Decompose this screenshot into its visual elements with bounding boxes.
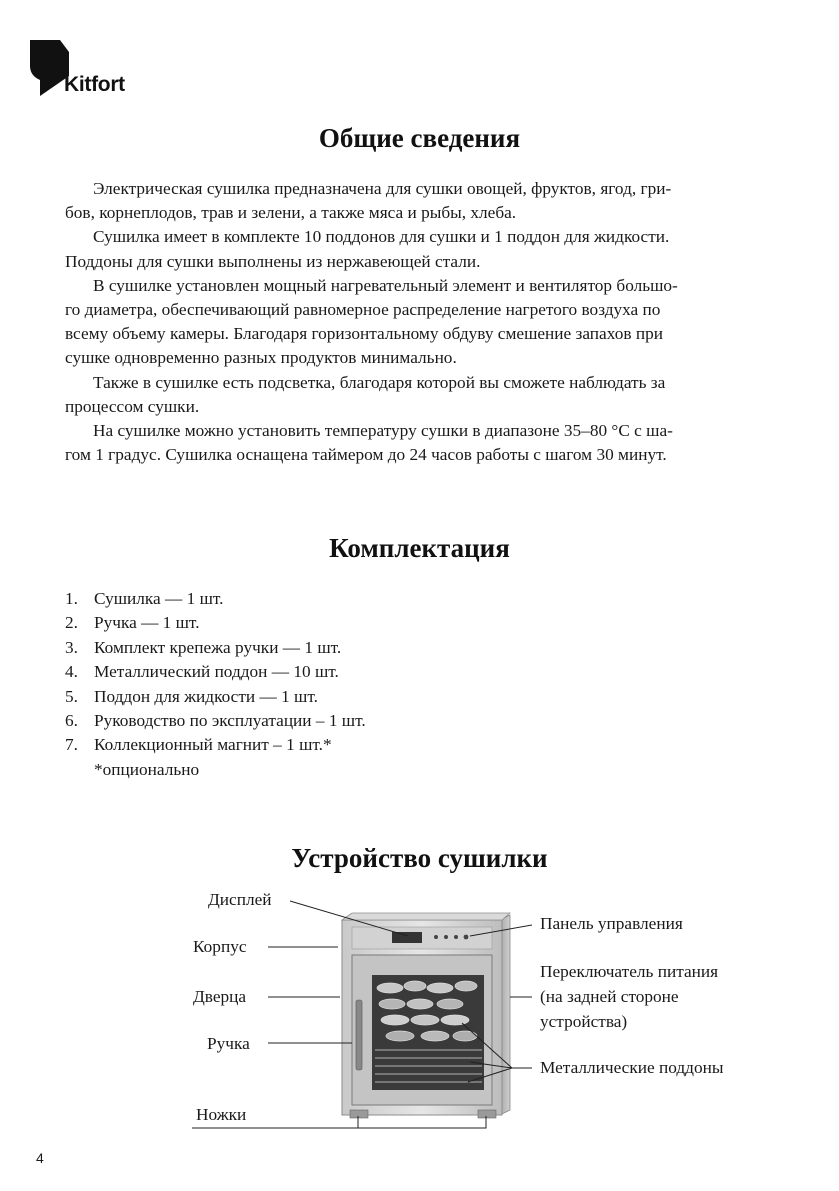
label-control-panel: Панель управления [540, 914, 683, 933]
text-line: гом 1 градус. Сушилка оснащена таймером до 24 часов работы с шагом 30 минут. [65, 445, 667, 465]
text-line: Сушилка имеет в комплекте 10 поддонов для сушки и 1 поддон для жидкости. [93, 227, 670, 247]
label-door: Дверца [193, 987, 247, 1006]
text-line: сушке одновременно разных продуктов минимально. [65, 348, 457, 368]
list-item: 7. Коллекционный магнит – 1 шт.* [65, 735, 332, 755]
text-line: Электрическая сушилка предназначена для сушки овощей, фруктов, ягод, гри- [93, 179, 672, 198]
label-body: Корпус [193, 937, 247, 956]
display-panel [392, 932, 422, 943]
label-handle: Ручка [207, 1034, 250, 1053]
brand-name: Kitfort [64, 73, 125, 96]
list-item: 6. Руководство по эксплуатации – 1 шт. [65, 711, 366, 731]
label-power-switch-line2: (на задней стороне [540, 987, 679, 1006]
optional-note: *опционально [94, 759, 200, 779]
section-title-device: Устройство сушилки [291, 843, 548, 873]
text-line: На сушилке можно установить температуру сушки в диапазоне 35–80 °C с ша- [93, 421, 673, 441]
label-power-switch-line3: устройства) [540, 1012, 628, 1031]
text-line: Поддоны для сушки выполнены из нержавеющей стали. [65, 251, 481, 271]
dryer-illustration [342, 913, 510, 1118]
list-item: 5. Поддон для жидкости — 1 шт. [65, 686, 318, 706]
text-line: бов, корнеплодов, трав и зелени, а также мяса и рыбы, хлеба. [65, 203, 517, 223]
text-line: Также в сушилке есть подсветка, благодаря которой вы сможете наблюдать за [93, 372, 666, 392]
section-title-package: Комплектация [329, 533, 510, 563]
list-item: 2. Ручка — 1 шт. [65, 613, 200, 633]
text-line: В сушилке установлен мощный нагревательный элемент и вентилятор большо- [93, 275, 678, 295]
list-item: 3. Комплект крепежа ручки — 1 шт. [65, 637, 342, 657]
text-line: всему объему камеры. Благодаря горизонтальному обдуву смешение запахов при [65, 324, 663, 344]
label-feet: Ножки [196, 1105, 247, 1124]
list-item: 1. Сушилка — 1 шт. [65, 589, 224, 608]
text-line: го диаметра, обеспечивающий равномерное распределение нагретого воздуха по [65, 300, 661, 320]
text-line: процессом сушки. [65, 396, 200, 416]
section-title-general: Общие сведения [318, 123, 521, 153]
label-trays: Металлические поддоны [540, 1058, 724, 1077]
list-item: 4. Металлический поддон — 10 шт. [65, 662, 339, 682]
page-number: 4 [36, 1150, 44, 1166]
label-display: Дисплей [208, 890, 272, 909]
door-handle [356, 1000, 362, 1070]
label-power-switch-line1: Переключатель питания [540, 962, 719, 981]
